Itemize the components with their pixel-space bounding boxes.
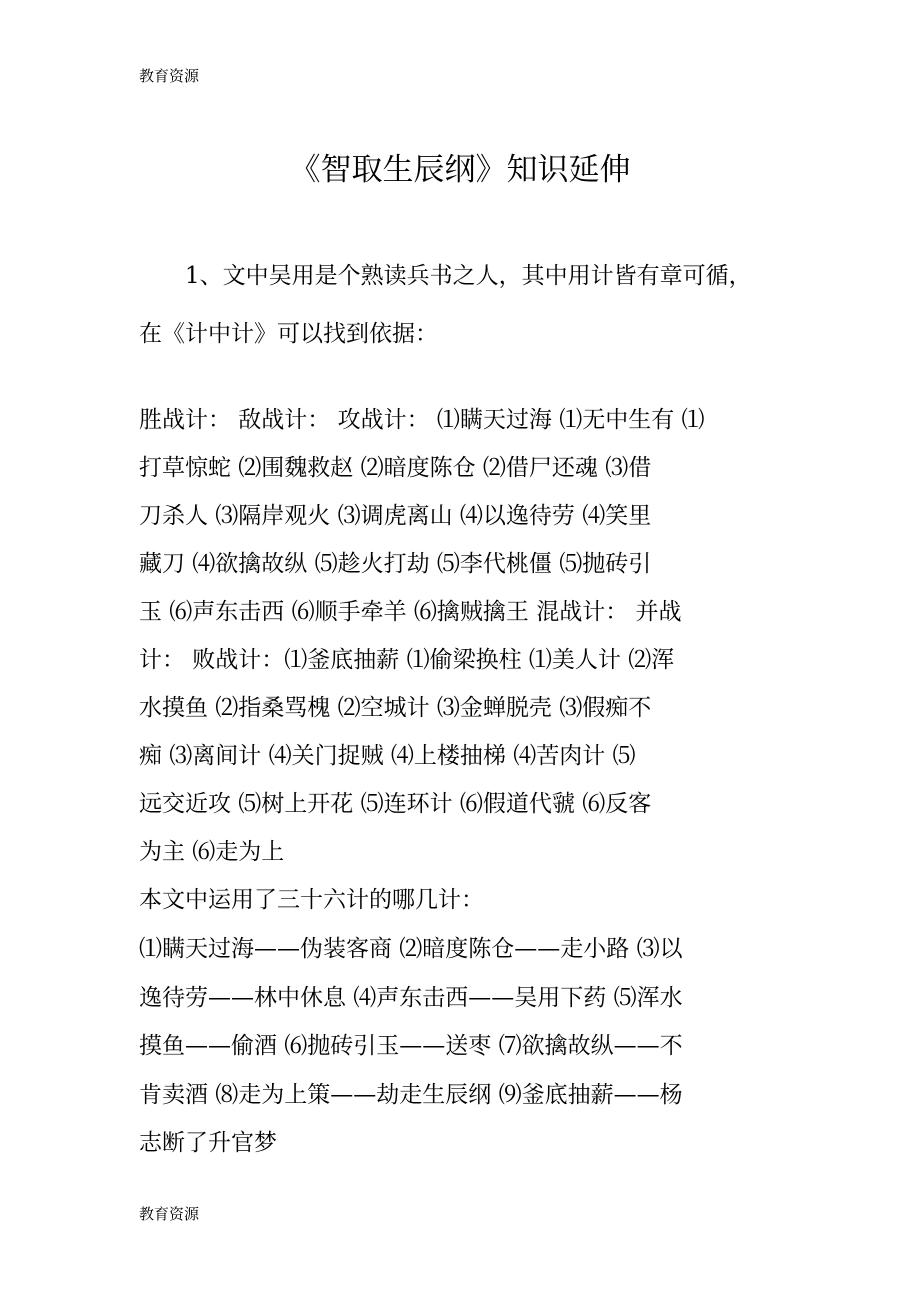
intro-paragraph	[139, 252, 799, 368]
document-title: 《智取生辰纲》知识延伸	[289, 152, 631, 188]
stratagems-line: 玉 ⑹声东击西 ⑹顺手牵羊 ⑹擒贼擒王 混战计： 并战	[139, 599, 682, 625]
stratagems-line: 计： 败战计：⑴釜底抽薪 ⑴偷梁换柱 ⑴美人计 ⑵浑	[139, 647, 675, 673]
intro-line: 在《计中计》可以找到依据：	[139, 321, 438, 347]
stratagems-line: 打草惊蛇 ⑵围魏救赵 ⑵暗度陈仓 ⑵借尸还魂 ⑶借	[139, 455, 652, 481]
stratagems-line: 藏刀 ⑷欲擒故纵 ⑸趁火打劫 ⑸李代桃僵 ⑸抛砖引	[139, 551, 652, 577]
stratagems-line: 远交近攻 ⑸树上开花 ⑸连环计 ⑹假道代虢 ⑹反客	[139, 791, 652, 817]
usage-line: 志断了升官梦	[139, 1130, 277, 1156]
page-header-label: 教育资源	[139, 67, 200, 85]
stratagems-line: 为主 ⑹走为上	[139, 839, 285, 865]
stratagems-line: 水摸鱼 ⑵指桑骂槐 ⑵空城计 ⑶金蝉脱壳 ⑶假痴不	[139, 695, 652, 721]
usage-line: 肯卖酒 ⑻走为上策——劫走生辰纲 ⑼釜底抽薪——杨	[139, 1081, 683, 1108]
intro-line: 1、文中吴用是个熟读兵书之人，其中用计皆有章可循，	[139, 263, 752, 289]
usage-line: ⑴瞒天过海——伪装客商 ⑵暗度陈仓——走小路 ⑶以	[139, 936, 683, 962]
usage-line: 摸鱼——偷酒 ⑹抛砖引玉——送枣 ⑺欲擒故纵——不	[139, 1033, 683, 1059]
usage-paragraph	[139, 925, 799, 1168]
usage-heading-text: 本文中运用了三十六计的哪几计：	[139, 887, 484, 913]
usage-line: 逸待劳——林中休息 ⑷声东击西——吴用下药 ⑸浑水	[139, 984, 683, 1011]
stratagems-line: 胜战计： 敌战计： 攻战计： ⑴瞒天过海 ⑴无中生有 ⑴	[139, 407, 705, 433]
page-footer-label: 教育资源	[139, 1205, 200, 1223]
stratagems-list-paragraph	[139, 396, 799, 876]
usage-heading	[139, 876, 799, 924]
stratagems-line: 痴 ⑶离间计 ⑷关门捉贼 ⑷上楼抽梯 ⑷苦肉计 ⑸	[139, 743, 636, 769]
stratagems-line: 刀杀人 ⑶隔岸观火 ⑶调虎离山 ⑷以逸待劳 ⑷笑里	[139, 503, 652, 529]
